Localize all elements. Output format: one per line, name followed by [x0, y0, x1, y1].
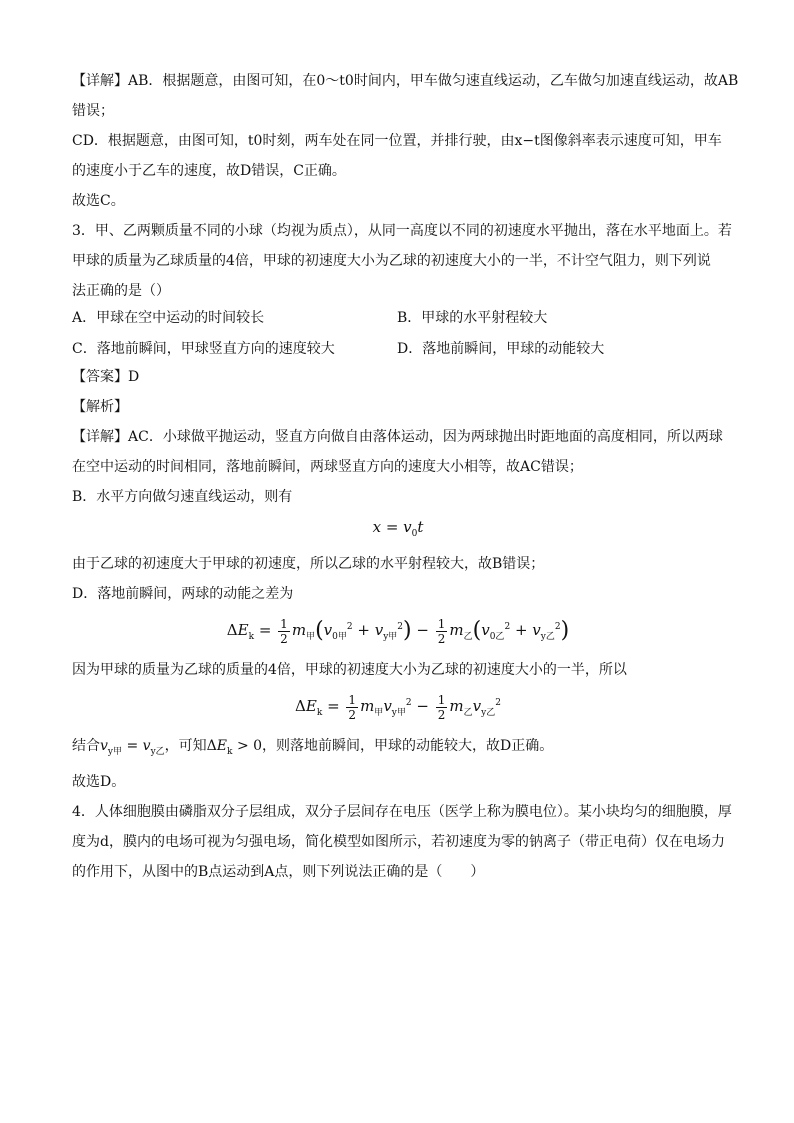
- q3-option-b: B．甲球的水平射程较大: [397, 309, 548, 326]
- sec1-line5: 故选C。: [72, 193, 125, 209]
- q3-detail-7: 结合$v_{y甲} = v_{y乙}$，可知$\Delta E_k > 0$，则落地前瞬间，甲球的动能较大，故D正确。: [72, 738, 554, 757]
- q3-detail-3: B．水平方向做匀速直线运动，则有: [72, 489, 293, 505]
- q3-detail-8: 故选D。: [72, 773, 126, 790]
- q3-detail-5: D．落地前瞬间，两球的动能之差为: [72, 586, 294, 602]
- q3-detail-7b: ，可知: [164, 738, 207, 754]
- q3-answer: 【答案】D: [72, 369, 140, 385]
- q3-analysis-heading: 【解析】: [72, 399, 128, 415]
- q4-stem-2: 度为d，膜内的电场可视为匀强电场，简化模型如图所示，若初速度为零的钠离子（带正电荷）仅在电场力: [72, 833, 725, 850]
- q3-option-a: A．甲球在空中运动的时间较长: [72, 309, 265, 326]
- equation-delta-ek-2: $\Delta E_k$ = $\frac{1}{2}$ $m_甲v_{y甲}^2$ − $\frac{1}{2}$ $m_乙v_{y乙}^2$: [295, 692, 501, 722]
- q3-detail-1: 【详解】AC．小球做平抛运动，竖直方向做自由落体运动，因为两球抛出时距地面的高度相同，所以两球: [72, 429, 723, 445]
- q3-detail-6: 因为甲球的质量为乙球的质量的4倍，甲球的初速度大小为乙球的初速度大小的一半，所以: [72, 662, 627, 678]
- equation-delta-ek-1: $\Delta E_k$ = $\frac{1}{2}$ $m_甲(v_{0甲}^2 + v_{y甲}^2)$ − $\frac{1}{2}$ $m_乙(v_{0乙}^2 + v_{y乙}^2)$: [226, 616, 570, 646]
- document-page: [72, 66, 739, 883]
- q3-detail-7a: 结合: [72, 738, 100, 754]
- sec1-line4: 的速度小于乙车的速度，故D错误，C正确。: [72, 163, 346, 179]
- sec1-line3: CD．根据题意，由图可知，t0时刻，两车处在同一位置，并排行驶，由x−t图像斜率表示速度可知，甲车: [72, 133, 722, 149]
- q3-stem-1: 3．甲、乙两颗质量不同的小球（均视为质点），从同一高度以不同的初速度水平抛出，落在水平地面上。若: [72, 223, 732, 239]
- equation-x-v0t: $x = v_0t$: [372, 518, 424, 539]
- q3-options-row-1: [72, 302, 724, 333]
- q3-detail-7c: ，则落地前瞬间，甲球的动能较大，故D正确。: [262, 738, 554, 754]
- sec1-line1: 【详解】AB．根据题意，由图可知，在0～t0时间内，甲车做匀速直线运动，乙车做匀加速直线运动，故AB: [72, 73, 739, 89]
- sec1-line2: 错误；: [72, 103, 114, 119]
- q3-option-d: D．落地前瞬间，甲球的动能较大: [397, 340, 605, 357]
- q3-options-row-2: [72, 333, 724, 364]
- q3-detail-2: 在空中运动的时间相同，落地前瞬间，两球竖直方向的速度大小相等，故AC错误；: [72, 459, 583, 475]
- q3-option-c: C．落地前瞬间，甲球竖直方向的速度较大: [72, 340, 335, 357]
- q4-stem-1: 4．人体细胞膜由磷脂双分子层组成，双分子层间存在电压（医学上称为膜电位）。某小块均匀的细胞膜，厚: [72, 803, 732, 820]
- q3-stem-3: 法正确的是（）: [72, 283, 170, 299]
- q4-stem-3: 的作用下，从图中的B点运动到A点，则下列说法正确的是（ ）: [72, 863, 485, 880]
- q3-stem-2: 甲球的质量为乙球质量的4倍，甲球的初速度大小为乙球的初速度大小的一半，不计空气阻力，则下列说: [72, 253, 711, 269]
- q3-detail-4: 由于乙球的初速度大于甲球的初速度，所以乙球的水平射程较大，故B错误；: [72, 556, 545, 572]
